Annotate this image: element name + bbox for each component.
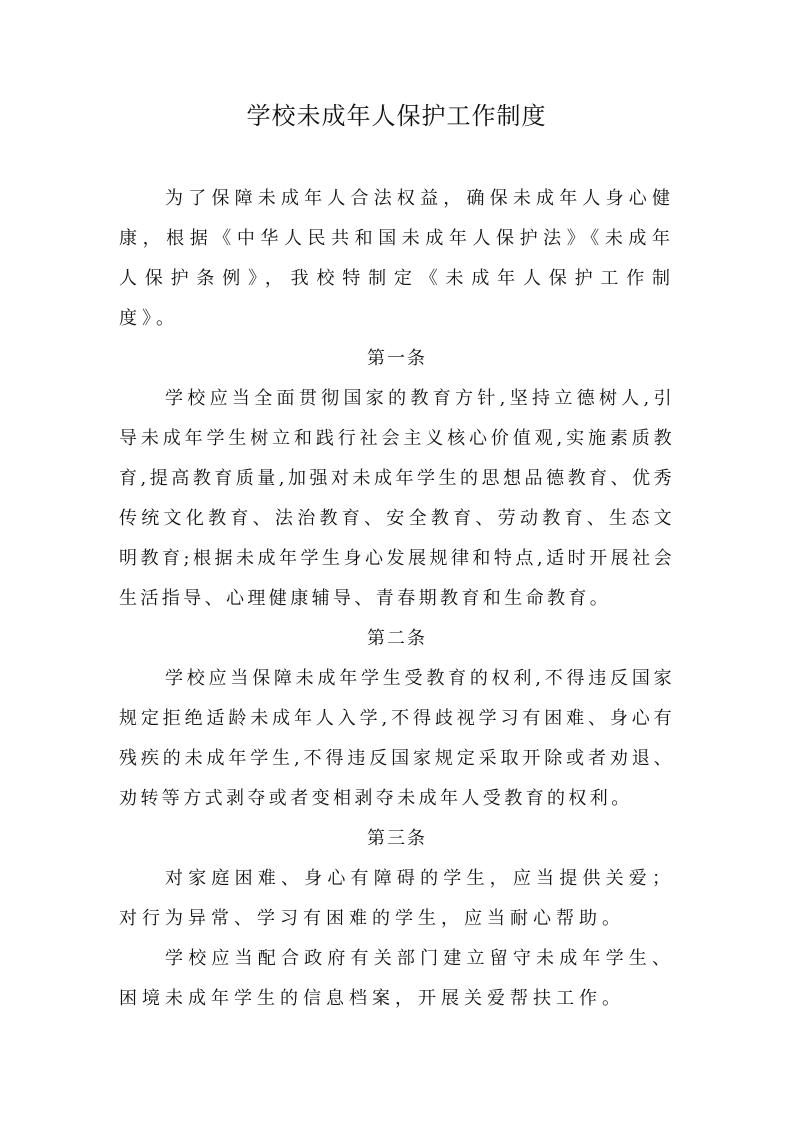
article-paragraph: 学校应当全面贯彻国家的教育方针,坚持立德树人,引导未成年学生树立和践行社会主义核心价值观,实施素质教育,提高教育质量,加强对未成年学生的思想品德教育、优秀传统文化教育、法治教育、安全教育、劳动教育、生态文明教育;根据未成年学生身心发展规律和特点,适时开展社会生活指导、心理健康辅导、青春期教育和生命教育。 <box>119 388 675 609</box>
article-paragraph: 对家庭困难、身心有障碍的学生，应当提供关爱；对行为异常、学习有困难的学生，应当耐心帮助。 <box>119 868 675 929</box>
article-heading: 第二条 <box>367 628 427 649</box>
article-paragraph: 学校应当配合政府有关部门建立留守未成年学生、困境未成年学生的信息档案，开展关爱帮扶工作。 <box>119 948 675 1009</box>
article-heading: 第三条 <box>367 828 427 849</box>
article-2 <box>119 619 675 819</box>
article-3 <box>119 819 675 1019</box>
article-paragraph: 学校应当保障未成年学生受教育的权利,不得违反国家规定拒绝适龄未成年人入学,不得歧视学习有困难、身心有残疾的未成年学生,不得违反国家规定采取开除或者劝退、劝转等方式剥夺或者变相剥夺未成年人受教育的权利。 <box>119 668 675 809</box>
document-title: 学校未成年人保护工作制度 <box>246 102 547 130</box>
article-1 <box>119 339 675 619</box>
document-body <box>119 179 675 1019</box>
article-heading: 第一条 <box>367 348 427 369</box>
intro-paragraph: 为了保障未成年人合法权益，确保未成年人身心健康，根据《中华人民共和国未成年人保护法》《未成年人保护条例》，我校特制定《未成年人保护工作制度》。 <box>119 188 675 329</box>
